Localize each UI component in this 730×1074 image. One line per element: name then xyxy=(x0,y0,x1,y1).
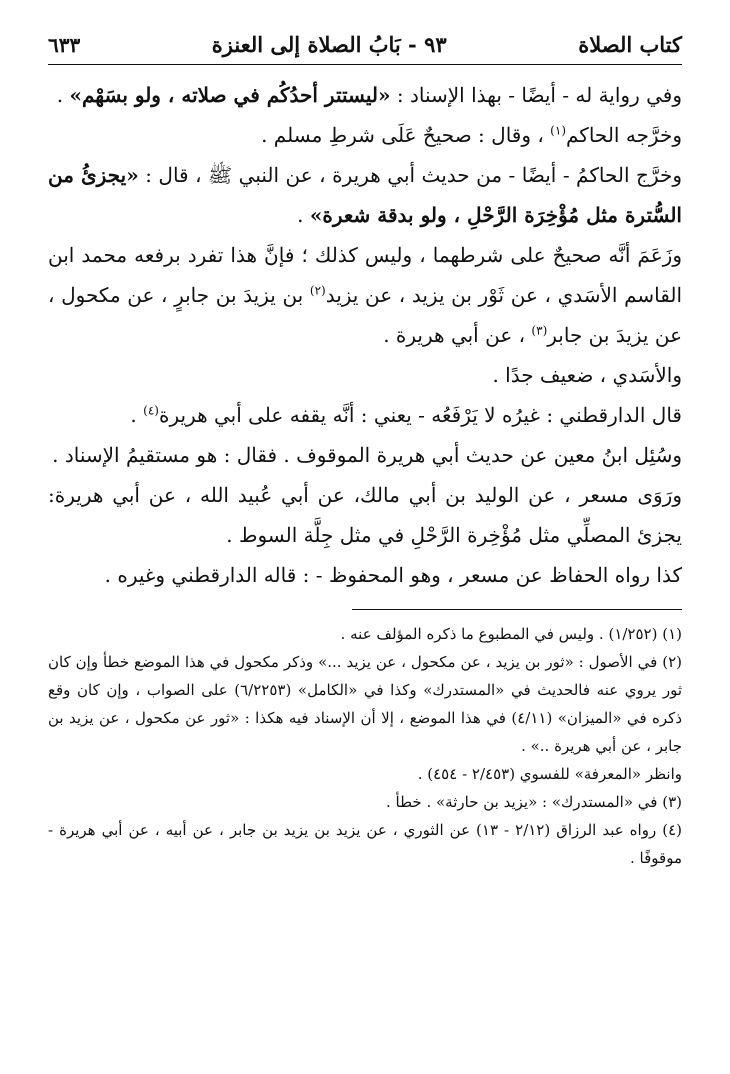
paragraph-text: وزَعَمَ أنَّه صحيحٌ على شرطهما ، وليس كذلك ؛ فإنَّ هذا تفرد برفعه محمد ابن القاسم الأسَدي ، عن ثَوْر بن يزيد ، عن يزيد xyxy=(48,243,682,307)
paragraph xyxy=(48,395,682,435)
paragraph-text: وخرَّج الحاكمُ - أيضًا - من حديث أبي هريرة ، عن النبي ﷺ ، قال : xyxy=(138,163,682,187)
paragraph xyxy=(48,235,682,355)
paragraph-text: ورَوَى مسعر ، عن الوليد بن أبي مالك، عن أبي عُبيد الله ، عن أبي هريرة: يجزئ المصلِّي مثل مُؤْخِرة الرَّحْلِ في مثل جِلَّة السوط . xyxy=(48,483,683,547)
paragraph xyxy=(48,435,682,475)
page-number: ٦٣٣ xyxy=(48,33,81,57)
footnote-ref: (٤) xyxy=(143,403,159,418)
footnote-ref: (٢) xyxy=(309,283,326,298)
book-page xyxy=(48,30,682,1054)
footnotes xyxy=(48,620,682,872)
running-header xyxy=(48,30,682,65)
footnote-text: (٢) في الأصول : «ثور بن يزيد ، عن مكحول ، عن يزيد ...» وذكر مكحول في هذا الموضع خطأ وإن كان ثور يروي عنه فالحديث في «المستدرك» وكذا في «الكامل» (٦/٢٢٥٣) على الصواب ، وإن كان وقع ذكره في «الميزان» (٤/١١) في هذا الموضع ، إلا أن الإسناد فيه هكذا : «ثور عن مكحول ، عن يزيد بن جابر ، عن أبي هريرة ..» . xyxy=(48,653,682,755)
paragraph-text: . xyxy=(130,403,144,427)
paragraph xyxy=(48,155,682,235)
footnote xyxy=(48,788,682,816)
footnote xyxy=(48,648,682,788)
footnote-text: وانظر «المعرفة» للفسوي (٢/٤٥٣ - ٤٥٤) . xyxy=(417,765,682,783)
paragraph xyxy=(48,555,682,595)
paragraph xyxy=(48,355,682,395)
paragraph xyxy=(48,475,682,555)
paragraph-text: ، وقال : صحيحٌ عَلَى شرطِ مسلم . xyxy=(261,123,551,147)
paragraph-text: والأسَدي ، ضعيف جدًا . xyxy=(492,363,682,387)
footnote xyxy=(48,816,682,872)
footnote xyxy=(48,620,682,648)
footnote-ref: (١) xyxy=(550,123,566,138)
footnote-text: (٣) في «المستدرك» : «يزيد بن حارثة» . خطأ . xyxy=(386,793,682,811)
paragraph-text: . xyxy=(297,203,310,227)
hadith-text: «يجزئُ من السُّترة مثل مُؤْخِرَة الرَّحْلِ ، ولو بدقة شعرة» xyxy=(48,163,682,227)
paragraph-text: كذا رواه الحفاظ عن مسعر ، وهو المحفوظ - : قاله الدارقطني وغيره . xyxy=(104,563,682,587)
book-title: كتاب الصلاة xyxy=(578,32,682,57)
paragraph-text: وفي رواية له - أيضًا - بهذا الإسناد : xyxy=(390,83,682,107)
footnote-text: (٤) رواه عبد الرزاق (٢/١٢ - ١٣) عن الثوري ، عن يزيد بن يزيد بن جابر ، عن أبيه ، عن أبي هريرة - موقوفًا . xyxy=(48,821,682,867)
footnote-text: (١) (١/٢٥٢) . وليس في المطبوع ما ذكره المؤلف عنه . xyxy=(340,625,682,643)
paragraph-text: وسُئِل ابنُ معين عن حديث أبي هريرة الموقوف . فقال : هو مستقيمُ الإسناد . xyxy=(52,443,682,467)
hadith-text: «ليستتر أحدُكُم في صلاته ، ولو بسَهْم» xyxy=(69,83,391,107)
paragraph-text: . xyxy=(56,83,70,107)
paragraph-text: ، عن أبي هريرة . xyxy=(383,323,532,347)
paragraph-text: بن يزيدَ بن جابرٍ ، عن مكحول ، عن يزيدَ بن جابر xyxy=(48,283,682,347)
footnote-separator xyxy=(352,609,682,610)
chapter-title: ٩٣ - بَابُ الصلاة إلى العنزة xyxy=(211,32,447,57)
main-text xyxy=(48,75,682,595)
paragraph-text: قال الدارقطني : غيرُه لا يَرْفَعُه - يعني : أنَّه يقفه على أبي هريرة xyxy=(158,403,682,427)
paragraph xyxy=(48,75,682,115)
paragraph-text: وخرَّجه الحاكم xyxy=(566,123,682,147)
footnote-ref: (٣) xyxy=(531,323,548,338)
paragraph xyxy=(48,115,682,155)
